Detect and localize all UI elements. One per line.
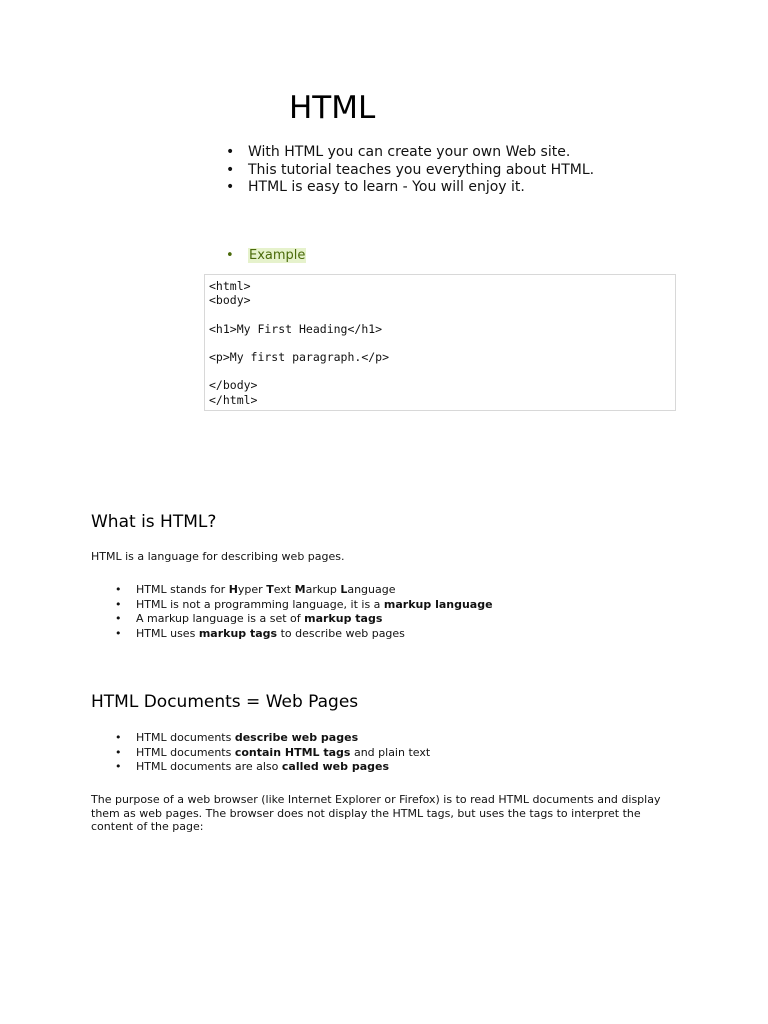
item-text: HTML documents [136, 745, 235, 759]
item-text: ext [273, 583, 295, 596]
item-text: yper [237, 583, 267, 596]
item-bold: markup tags [304, 612, 383, 625]
item-bold: T [266, 583, 274, 596]
item-bold: H [228, 583, 238, 596]
example-label: Example [249, 248, 306, 263]
item-text: HTML is not a programming language, it is a [136, 597, 384, 611]
code-sample: <html> <body> <h1>My First Heading</h1> <p>My first paragraph.</p> </body> </html> [209, 279, 390, 407]
intro-list [226, 144, 594, 197]
example-item [226, 248, 306, 263]
item-text: anguage [347, 583, 396, 596]
item-bold: markup language [383, 597, 493, 611]
what-is-html-list [115, 583, 493, 641]
item-text: HTML documents are also [136, 760, 282, 773]
code-example-box [204, 274, 676, 411]
section-paragraph: HTML is a language for describing web pages. [91, 550, 345, 563]
section-paragraph: The purpose of a web browser (like Internet Explorer or Firefox) is to read HTML documents and display them as web pages. The browser does not display the HTML tags, but uses the tags to interpret the content of the page: [91, 793, 661, 833]
item-bold: L [340, 583, 348, 596]
item-text: HTML stands for [136, 583, 229, 596]
example-list [226, 248, 306, 263]
section-heading-what-is-html: What is HTML? [91, 512, 217, 532]
item-text: to describe web pages [277, 626, 405, 640]
list-item [115, 583, 493, 598]
item-bold: describe web pages [234, 731, 359, 744]
html-documents-list [115, 731, 430, 775]
list-item: • HTML is easy to learn - You will enjoy it. [226, 179, 594, 197]
list-item: • This tutorial teaches you everything about HTML. [226, 162, 594, 180]
item-text: and plain text [350, 745, 431, 759]
list-item [115, 760, 430, 775]
item-text: HTML documents [136, 731, 235, 744]
page-title: HTML [289, 90, 376, 126]
list-item [115, 598, 493, 613]
item-bold: called web pages [281, 760, 390, 773]
list-item: • With HTML you can create your own Web site. [226, 144, 594, 162]
section-heading-html-documents: HTML Documents = Web Pages [91, 692, 359, 712]
item-bold: contain HTML tags [234, 745, 351, 759]
list-item [115, 612, 493, 627]
list-item [115, 627, 493, 642]
item-text: HTML uses [136, 626, 199, 640]
item-text: arkup [305, 583, 341, 596]
item-text: A markup language is a set of [136, 612, 305, 625]
list-item [115, 746, 430, 761]
item-bold: markup tags [198, 626, 278, 640]
item-bold: M [294, 583, 306, 596]
list-item [115, 731, 430, 746]
